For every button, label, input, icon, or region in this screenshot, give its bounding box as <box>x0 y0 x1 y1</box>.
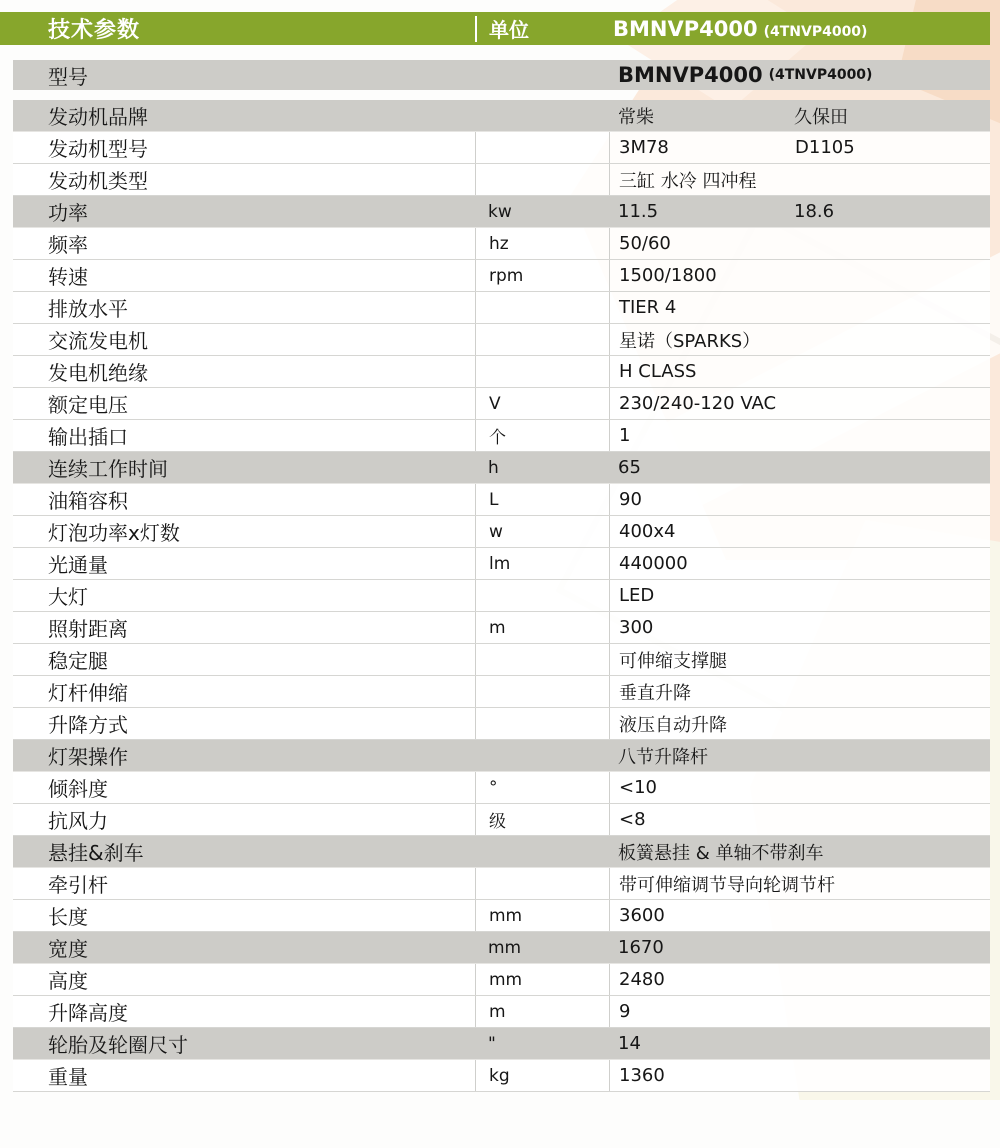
spec-value <box>609 868 990 899</box>
header-model-sub: (4TNVP4000) <box>763 23 868 40</box>
spec-value <box>609 60 990 90</box>
spec-unit: lm <box>475 548 609 579</box>
spec-unit <box>475 164 609 195</box>
spec-value <box>609 356 990 387</box>
spec-value-text: 3600 <box>619 905 665 926</box>
spec-value-primary: 11.5 <box>618 201 659 222</box>
header-model <box>613 17 990 41</box>
spec-label: 转速 <box>48 265 88 289</box>
spec-value-text: 1 <box>619 425 631 446</box>
spec-unit <box>475 356 609 387</box>
spec-unit: m <box>475 612 609 643</box>
spec-value-text: 可伸缩支撑腿 <box>619 650 727 672</box>
spec-value-text: 9 <box>619 1001 631 1022</box>
spec-row <box>13 836 990 868</box>
spec-row <box>13 132 990 164</box>
header-unit-label: 单位 <box>475 16 613 42</box>
spec-label: 重量 <box>48 1065 88 1089</box>
spec-label: 发电机绝缘 <box>48 361 148 385</box>
spec-value-text: 230/240-120 VAC <box>619 393 777 414</box>
spec-label: 功率 <box>48 201 88 225</box>
spec-unit: 级 <box>475 804 609 835</box>
spec-value-text: LED <box>619 585 655 606</box>
spec-unit: kw <box>488 201 512 222</box>
spec-value-primary: 常柴 <box>618 106 654 128</box>
spec-row <box>13 644 990 676</box>
spec-label: 排放水平 <box>48 297 128 321</box>
spec-value-text: <10 <box>619 777 657 798</box>
spec-unit <box>475 60 609 90</box>
spec-value <box>609 676 990 707</box>
spec-value-text: H CLASS <box>619 361 697 382</box>
spec-value <box>609 196 990 227</box>
spec-value-text: 八节升降杆 <box>618 746 708 768</box>
spec-value-secondary: D1105 <box>795 137 855 158</box>
spec-unit: kg <box>475 1060 609 1091</box>
spec-value-text: 14 <box>618 1033 641 1054</box>
spec-unit <box>475 836 609 867</box>
spec-value-text: 星诺（SPARKS） <box>619 330 761 352</box>
spec-label: 大灯 <box>48 585 88 609</box>
spec-table-body <box>13 60 990 1092</box>
spec-value <box>609 228 990 259</box>
spec-row <box>13 996 990 1028</box>
spec-label: 抗风力 <box>48 809 108 833</box>
spec-value <box>609 484 990 515</box>
spec-label: 轮胎及轮圈尺寸 <box>48 1033 188 1057</box>
spec-row <box>13 708 990 740</box>
spec-row <box>13 388 990 420</box>
spec-value <box>609 900 990 931</box>
spec-value-text: 300 <box>619 617 654 638</box>
spec-value-text: 三缸 水冷 四冲程 <box>619 170 757 192</box>
spec-value <box>609 516 990 547</box>
spec-value <box>609 996 990 1027</box>
spec-label: 升降方式 <box>48 713 128 737</box>
spec-value-text: 1360 <box>619 1065 665 1086</box>
table-header <box>0 12 990 45</box>
spec-label: 长度 <box>48 905 88 929</box>
spec-row <box>13 100 990 132</box>
spec-value <box>609 964 990 995</box>
spec-value <box>609 804 990 835</box>
spec-unit: hz <box>475 228 609 259</box>
spec-value <box>609 164 990 195</box>
spec-unit <box>475 100 609 131</box>
spec-unit: mm <box>475 900 609 931</box>
spec-row <box>13 964 990 996</box>
spec-value <box>609 100 990 131</box>
spec-unit <box>475 644 609 675</box>
spec-row <box>13 612 990 644</box>
spec-value-secondary: 久保田 <box>794 106 848 128</box>
spec-row <box>13 196 990 228</box>
spec-value-text: 50/60 <box>619 233 671 254</box>
spec-label: 输出插口 <box>48 425 128 449</box>
spec-value-text: 板簧悬挂 & 单轴不带刹车 <box>618 842 824 864</box>
spec-label: 光通量 <box>48 553 108 577</box>
spec-label: 额定电压 <box>48 393 128 417</box>
spec-row <box>13 484 990 516</box>
spec-label: 灯杆伸缩 <box>48 681 128 705</box>
spec-value-text: 带可伸缩调节导向轮调节杆 <box>619 874 835 896</box>
spec-label: 倾斜度 <box>48 777 108 801</box>
spec-value-text: 65 <box>618 457 641 478</box>
spec-value <box>609 132 990 163</box>
spec-row <box>13 740 990 772</box>
spec-label: 灯泡功率x灯数 <box>48 521 180 545</box>
spec-value-secondary: 18.6 <box>794 201 835 222</box>
spec-value <box>609 1028 990 1059</box>
spec-label: 发动机类型 <box>48 169 148 193</box>
spec-value <box>609 324 990 355</box>
spec-value <box>609 452 990 483</box>
spec-row <box>13 1060 990 1092</box>
spec-value <box>609 836 990 867</box>
spec-label: 交流发电机 <box>48 329 148 353</box>
spec-value <box>609 644 990 675</box>
spec-label: 发动机型号 <box>48 137 148 161</box>
spec-unit: mm <box>475 964 609 995</box>
spec-value <box>609 1060 990 1091</box>
spec-row <box>13 228 990 260</box>
spec-value <box>609 548 990 579</box>
spec-label: 灯架操作 <box>48 745 128 769</box>
spec-unit: rpm <box>475 260 609 291</box>
spec-unit <box>475 868 609 899</box>
spec-unit <box>475 132 609 163</box>
spec-label: 牵引杆 <box>48 873 108 897</box>
spec-unit <box>475 676 609 707</box>
spec-value <box>609 580 990 611</box>
spec-value-text: 440000 <box>619 553 688 574</box>
spec-unit <box>475 292 609 323</box>
spec-value-sub: (4TNVP4000) <box>768 67 873 83</box>
spec-value-text: 2480 <box>619 969 665 990</box>
spec-value-text: 液压自动升降 <box>619 714 727 736</box>
spec-row <box>13 868 990 900</box>
spec-row <box>13 804 990 836</box>
spec-value <box>609 772 990 803</box>
spec-label: 连续工作时间 <box>48 457 168 481</box>
spec-row <box>13 452 990 484</box>
spec-value-text: 1670 <box>618 937 664 958</box>
header-model-main: BMNVP4000 <box>613 16 758 41</box>
spec-row <box>13 164 990 196</box>
spec-row <box>13 580 990 612</box>
spec-label: 高度 <box>48 969 88 993</box>
spec-unit: " <box>488 1033 496 1054</box>
spec-value <box>609 612 990 643</box>
spec-value-text: 1500/1800 <box>619 265 717 286</box>
spec-unit: w <box>475 516 609 547</box>
spec-value <box>609 740 990 771</box>
spec-value <box>609 932 990 963</box>
spec-label: 型号 <box>48 64 88 89</box>
spec-value-text: BMNVP4000 <box>618 63 763 87</box>
spec-row <box>13 292 990 324</box>
spec-row <box>13 1028 990 1060</box>
spec-row <box>13 548 990 580</box>
spec-value <box>609 388 990 419</box>
spec-row <box>13 420 990 452</box>
spec-row <box>13 260 990 292</box>
spec-value <box>609 292 990 323</box>
spec-row <box>13 772 990 804</box>
spec-row <box>13 324 990 356</box>
spec-label: 频率 <box>48 233 88 257</box>
spec-label: 升降高度 <box>48 1001 128 1025</box>
spec-unit <box>475 740 609 771</box>
spec-label: 油箱容积 <box>48 489 128 513</box>
spec-unit: V <box>475 388 609 419</box>
spec-label: 稳定腿 <box>48 649 108 673</box>
header-title: 技术参数 <box>48 18 141 43</box>
spec-row <box>13 516 990 548</box>
spec-value-text: 400x4 <box>619 521 676 542</box>
spec-value-text: 90 <box>619 489 642 510</box>
spec-label: 发动机品牌 <box>48 105 148 129</box>
spec-row <box>13 356 990 388</box>
spec-unit: ° <box>475 772 609 803</box>
spec-value <box>609 420 990 451</box>
spec-unit <box>475 580 609 611</box>
spec-unit: m <box>475 996 609 1027</box>
spec-unit: 个 <box>475 420 609 451</box>
spec-row <box>13 900 990 932</box>
spec-row <box>13 676 990 708</box>
spec-value <box>609 708 990 739</box>
spec-unit: h <box>488 457 499 478</box>
spec-label: 宽度 <box>48 937 88 961</box>
spec-value-primary: 3M78 <box>619 137 669 158</box>
spec-label: 悬挂&刹车 <box>48 841 144 865</box>
spec-unit <box>475 324 609 355</box>
spec-row <box>13 932 990 964</box>
spec-row <box>13 60 990 90</box>
spec-value-text: 垂直升降 <box>619 682 691 704</box>
spec-unit <box>475 708 609 739</box>
spec-value <box>609 260 990 291</box>
spec-value-text: TIER 4 <box>619 297 677 318</box>
spec-value-text: <8 <box>619 809 646 830</box>
spec-unit: L <box>475 484 609 515</box>
spec-unit: mm <box>488 937 522 958</box>
spec-label: 照射距离 <box>48 617 128 641</box>
